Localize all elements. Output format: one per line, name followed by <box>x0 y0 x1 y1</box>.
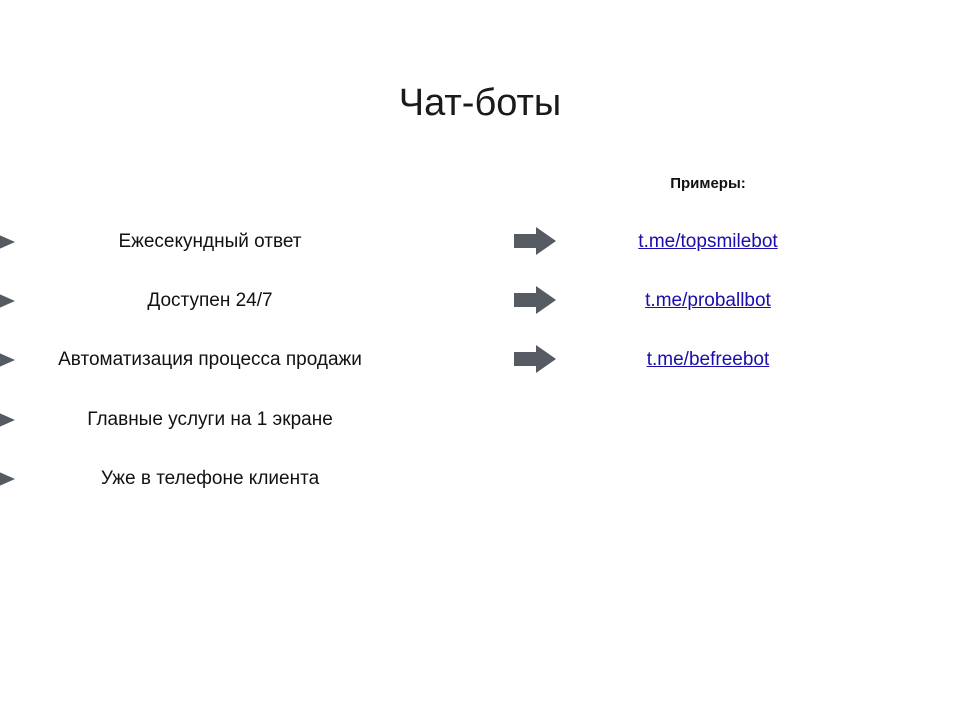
example-link-proballbot[interactable]: t.me/proballbot <box>645 290 771 311</box>
feature-text: Главные услуги на 1 экране <box>87 409 333 430</box>
arrow-right-icon <box>514 226 556 256</box>
arrow-right-icon <box>514 344 556 374</box>
feature-item <box>0 405 420 435</box>
arrow-right-icon <box>514 285 556 315</box>
examples-header: Примеры: <box>670 175 746 192</box>
feature-text: Ежесекундный ответ <box>118 231 302 252</box>
feature-text: Доступен 24/7 <box>147 290 273 311</box>
example-link-befreebot[interactable]: t.me/befreebot <box>646 349 770 370</box>
example-link-topsmilebot[interactable]: t.me/topsmilebot <box>638 231 778 252</box>
feature-text: Автоматизация процесса продажи <box>58 349 362 370</box>
feature-item <box>0 227 420 257</box>
feature-item <box>0 345 420 375</box>
feature-text: Уже в телефоне клиента <box>100 468 320 489</box>
feature-item <box>0 286 420 316</box>
slide-title: Чат-боты <box>398 82 562 124</box>
feature-item <box>0 464 420 494</box>
